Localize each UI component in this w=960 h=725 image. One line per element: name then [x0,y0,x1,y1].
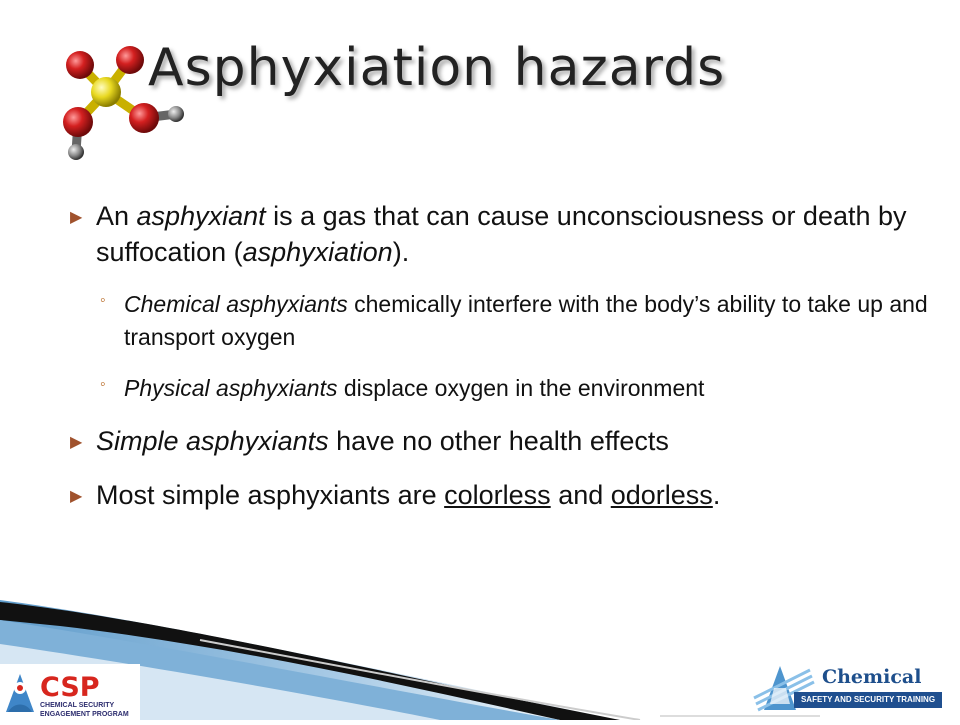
sub-bullet-item [100,288,930,354]
text-run-italic: asphyxiation [242,237,393,267]
bullet-text [96,198,930,270]
chemical-safety-logo [750,658,950,718]
sub-bullet-text [124,288,930,354]
csp-logo [0,664,140,720]
bullet-list [70,198,930,531]
csp-logo-graphic [0,664,140,720]
text-run: and [550,480,611,510]
triangle-right-icon: ▶ [70,434,83,451]
text-run-italic: Chemical asphyxiants [124,291,348,317]
triangle-right-icon: ▶ [70,488,83,505]
csp-line1: CHEMICAL SECURITY [40,702,115,709]
text-run-italic: Simple asphyxiants [96,426,329,456]
text-run: . [712,480,721,510]
bullet-item [70,198,930,270]
triangle-right-icon: ▶ [70,209,83,226]
bullet-text [96,477,720,513]
hollow-circle-icon: ◦ [100,292,106,309]
hollow-circle-icon: ◦ [100,376,106,393]
csp-line2: ENGAGEMENT PROGRAM [40,711,129,718]
csp-letters: CSP [40,672,100,703]
text-run-italic: asphyxiant [136,201,266,231]
sub-bullet-text [124,372,704,405]
text-run-underline: odorless [610,480,713,510]
bullet-item [70,423,930,459]
text-run-underline: colorless [444,480,551,510]
text-run: ). [392,237,410,267]
text-run: displace oxygen in the environment [337,375,705,401]
slide-title: Asphyxiation hazards [148,38,726,98]
text-run: have no other health effects [328,426,669,456]
training-banner: SAFETY AND SECURITY TRAINING [794,692,942,708]
flask-icon [750,658,820,718]
text-run: Most simple asphyxiants are [96,480,445,510]
text-run: An [96,201,137,231]
bullet-text [96,423,669,459]
bullet-item [70,477,930,513]
text-run: is a gas that can cause unconsciousness or death by suffocation ( [96,201,907,267]
sub-bullet-item [100,372,930,405]
chemical-wordmark: Chemical [822,666,922,688]
text-run-italic: Physical asphyxiants [124,375,338,401]
text-run: chemically interfere with the body’s ability to take up and transport oxygen [124,291,928,350]
